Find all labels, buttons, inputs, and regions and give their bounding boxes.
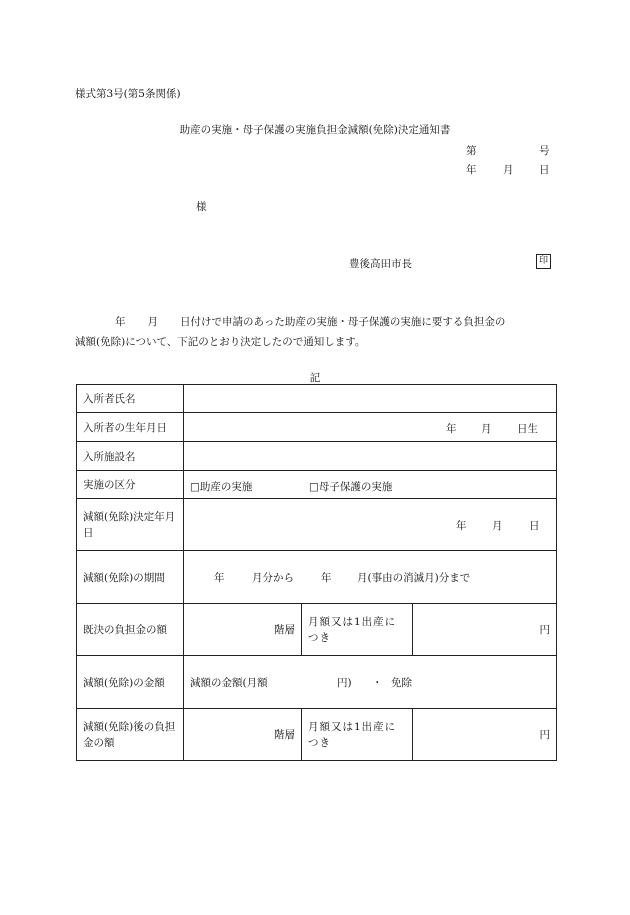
table-row-existing bbox=[77, 604, 557, 656]
notice-line-1 bbox=[75, 312, 555, 332]
period-start-year: 年 bbox=[214, 572, 225, 584]
decision-year: 年 bbox=[456, 520, 467, 532]
issue-day: 日 bbox=[539, 164, 550, 176]
decision-table bbox=[76, 384, 557, 761]
midwifery-checkbox[interactable]: □助産の実施 bbox=[190, 481, 253, 493]
reduction-value[interactable] bbox=[184, 656, 557, 709]
body-year: 年 bbox=[115, 316, 126, 328]
table-row-period bbox=[77, 551, 557, 604]
exemption-option: 免除 bbox=[391, 677, 412, 689]
reduction-label: 減額(免除)の金額 bbox=[77, 656, 184, 709]
period-value[interactable] bbox=[184, 551, 557, 604]
table-row-after bbox=[77, 709, 557, 761]
decision-value[interactable] bbox=[184, 499, 557, 551]
body-month: 月 bbox=[147, 316, 158, 328]
table-row-name bbox=[77, 385, 557, 413]
table-row-birth bbox=[77, 413, 557, 442]
after-label: 減額(免除)後の負担金の額 bbox=[77, 709, 184, 761]
number-suffix: 号 bbox=[539, 145, 550, 157]
birth-year: 年 bbox=[446, 423, 457, 435]
document-title: 助産の実施・母子保護の実施負担金減額(免除)決定通知書 bbox=[179, 124, 451, 136]
birth-suffix: 日生 bbox=[517, 423, 538, 435]
birth-value[interactable] bbox=[184, 413, 557, 442]
table-row-facility bbox=[77, 442, 557, 471]
seal-mark: 印 bbox=[536, 254, 551, 269]
name-label: 入所者氏名 bbox=[77, 385, 184, 413]
table-row-reduction bbox=[77, 656, 557, 709]
number-prefix: 第 bbox=[466, 145, 477, 157]
period-end-year: 年 bbox=[321, 572, 332, 584]
mother-child-checkbox[interactable]: □母子保護の実施 bbox=[309, 481, 393, 493]
facility-label: 入所施設名 bbox=[77, 442, 184, 471]
notice-body bbox=[75, 312, 555, 352]
notice-line-2: 減額(免除)について、下記のとおり決定したので通知します。 bbox=[75, 336, 366, 348]
existing-monthly-label: 月額又は1出産につき bbox=[302, 604, 413, 656]
addressee: 様 bbox=[196, 201, 207, 213]
category-label: 実施の区分 bbox=[77, 471, 184, 499]
reduction-suffix: 円) bbox=[337, 677, 352, 689]
after-amount[interactable]: 円 bbox=[413, 709, 557, 761]
table-row-decision-date bbox=[77, 499, 557, 551]
issuer-name: 豊後高田市長 bbox=[349, 258, 412, 270]
issue-year: 年 bbox=[466, 164, 477, 176]
decision-month: 月 bbox=[492, 520, 503, 532]
reduction-separator: ・ bbox=[372, 677, 383, 689]
name-value[interactable] bbox=[184, 385, 557, 413]
body-text-1: 日付けで申請のあった助産の実施・母子保護の実施に要する負担金の bbox=[180, 316, 506, 328]
period-to: 月(事由の消滅月)分まで bbox=[357, 572, 471, 584]
after-monthly-label: 月額又は1出産につき bbox=[302, 709, 413, 761]
issue-month: 月 bbox=[503, 164, 514, 176]
after-tier[interactable]: 階層 bbox=[184, 709, 302, 761]
category-value bbox=[184, 471, 557, 499]
reduction-prefix: 減額の金額(月額 bbox=[190, 677, 268, 689]
birth-label: 入所者の生年月日 bbox=[77, 413, 184, 442]
existing-amount[interactable]: 円 bbox=[413, 604, 557, 656]
facility-value[interactable] bbox=[184, 442, 557, 471]
existing-tier[interactable]: 階層 bbox=[184, 604, 302, 656]
decision-day: 日 bbox=[529, 520, 540, 532]
form-number: 様式第3号(第5条関係) bbox=[75, 88, 181, 100]
decision-label: 減額(免除)決定年月日 bbox=[77, 499, 184, 551]
table-row-category bbox=[77, 471, 557, 499]
existing-label: 既決の負担金の額 bbox=[77, 604, 184, 656]
ki-label: 記 bbox=[309, 372, 321, 384]
birth-month: 月 bbox=[481, 423, 492, 435]
period-from: 月分から bbox=[252, 572, 294, 584]
period-label: 減額(免除)の期間 bbox=[77, 551, 184, 604]
